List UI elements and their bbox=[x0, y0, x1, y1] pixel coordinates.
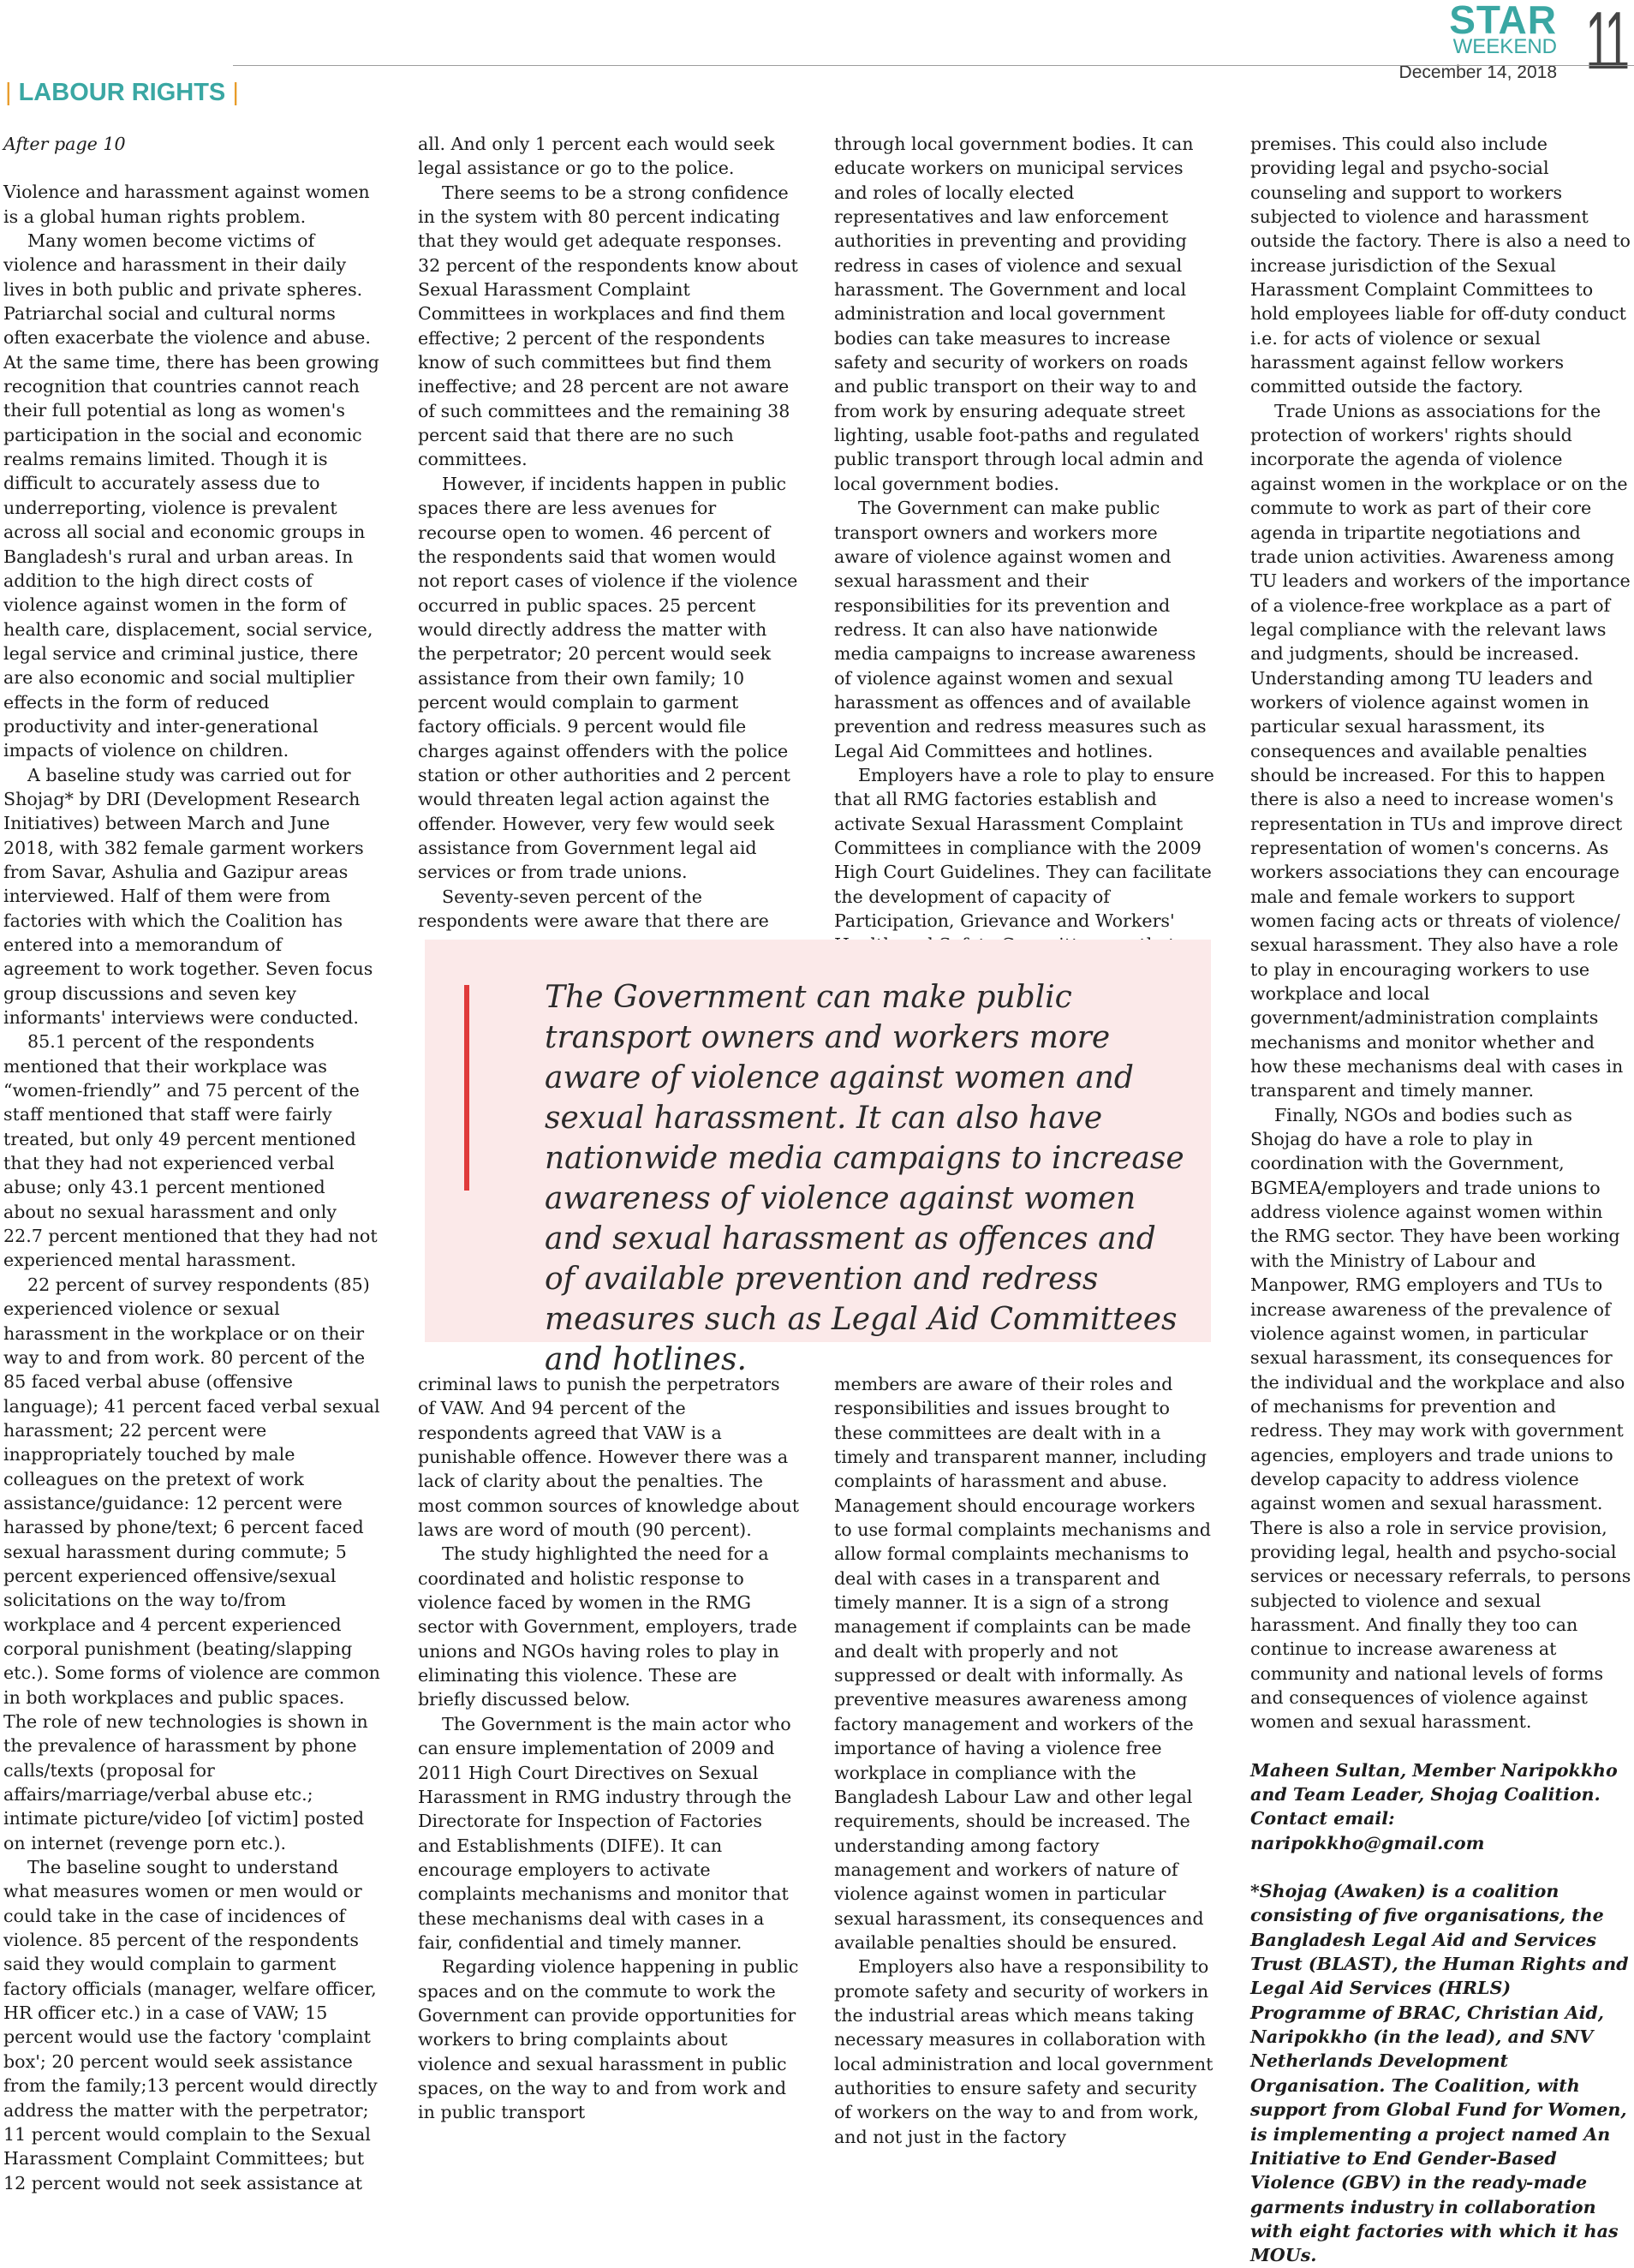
paragraph: 85.1 percent of the respondents mentioned that their workplace was “women-friendly” and 75 percent of the staff mentioned that staff were fairly treated, but only 49 percent mentioned that they had not experienced verbal abuse; only 43.1 percent mentioned about no sexual harassment and only 22.7 percent mentioned that they had not experienced mental harassment. bbox=[3, 1031, 378, 1271]
continuation-note: After page 10 bbox=[3, 134, 126, 154]
paragraph: all. And only 1 percent each would seek legal assistance or go to the police. bbox=[418, 134, 775, 179]
pull-quote-box bbox=[425, 940, 1211, 1377]
section-bar-right: | bbox=[225, 79, 239, 106]
brand-weekend-logo: WEEKEND bbox=[1452, 35, 1557, 58]
paragraph: The baseline sought to understand what measures women or men would or could take in the case of incidences of violence. 85 percent of the respondents said they would complain to garment factory officials (manager, welfare officer, HR officer etc.) in a case of VAW; 15 percent would use the factory 'complaint box'; 20 percent would seek assistance from the family;13 percent would directly address the matter with the perpetrator; 11 percent would complain to the Sexual Harassment Complaint Committees; but 12 percent would not seek assistance at bbox=[3, 1857, 378, 2193]
paragraph: Many women become victims of violence and harassment in their daily lives in both public and private spheres. Patriarchal social and cultural norms often exacerbate the violence and abuse. At the same time, there has been growing recognition that countries cannot reach their full potential as long as women's participation in the social and economic realms remains limited. Though it is difficult to accurately assess due to underreporting, violence is prevalent across all social and economic groups in Bangladesh's rural and urban areas. In addition to the high direct costs of violence against women in the form of health care, displacement, social service, legal service and criminal justice, there are also economic and social multiplier effects in the form of reduced productivity and inter-generational impacts of violence on children. bbox=[3, 230, 379, 761]
paragraph: However, if incidents happen in public spaces there are less avenues for recourse open to women. 46 percent of the respondents said that women would not report cases of violence if the violence occurred in public spaces. 25 percent would directly address the matter with the perpetrator; 20 percent would seek assistance from their own family; 10 percent would complain to garment factory officials. 9 percent would file charges against offenders with the police station or other authorities and 2 percent would threaten legal action against the offender. However, very few would seek assistance from Government legal aid services or from trade unions. bbox=[418, 473, 798, 883]
masthead-brand bbox=[1399, 2, 1557, 84]
section-title: LABOUR RIGHTS bbox=[18, 79, 226, 106]
article-column-3-top bbox=[834, 132, 1218, 958]
paragraph: Employers have a role to play to ensure that all RMG factories establish and activate Sexual Harassment Complaint Committees in compliance with the 2009 High Court Guidelines. They can facilitate the development of capacity of Participation, Grievance and Workers' bbox=[834, 764, 1214, 931]
article-column-4 bbox=[1250, 132, 1632, 2268]
paragraph: premises. This could also include providing legal and psycho-social counseling and support to workers subjected to violence and harassment outside the factory. There is also a need to increase jurisdiction of the Sexual Harassment Complaint Committees to hold employees liable for off-duty conduct i.e. for acts of violence or sexual harassment against fellow workers committed outside the factory. bbox=[1250, 134, 1631, 397]
paragraph: Seventy-seven percent of the respondents were aware that there are bbox=[418, 886, 769, 931]
paragraph: Violence and harassment against women is a global human rights problem. bbox=[3, 182, 370, 227]
article-column-2-bottom bbox=[418, 1372, 800, 2125]
author-note: Maheen Sultan, Member Naripokkho and Team Leader, Shojag Coalition. Contact email: naripokkho@gmail.com bbox=[1250, 1759, 1618, 1853]
page-number: 11 bbox=[1585, 0, 1627, 87]
paragraph: Regarding violence happening in public spaces and on the commute to work the Government can provide opportunities for workers to bring complaints about violence and sexual harassment in public spaces, on the way to and from work and in public transport bbox=[418, 1956, 799, 2123]
section-label bbox=[5, 79, 239, 107]
paragraph: There seems to be a strong confidence in the system with 80 percent indicating that they would get adequate responses. 32 percent of the respondents know about Sexual Harassment Complaint Committees in workplaces and find them effective; 2 percent of the respondents know of such committees but find them ineffective; and 28 percent are not aware of such committees and the remaining 38 percent said that there are no such committees. bbox=[418, 182, 798, 470]
brand-star-logo: STAR bbox=[1449, 0, 1557, 42]
paragraph: Trade Unions as associations for the protection of workers' rights should incorporate the agenda of violence against women in the workplace or on the commute to work as part of their core agenda in tripartite negotiations and trade union activities. Awareness among TU leaders and workers of the importance of a violence-free workplace as a part of legal compliance with the relevant laws and judgments, should be increased. Understanding among TU leaders and workers of violence against women in particular sexual harassment, its consequences and available penalties should be increased. For this to happen there is also a need to increase women's representation in TUs and improve direct representation of women's concerns. As workers associations they can encourage male and female workers to support women facing acts or threats of violence/ sexual harassment. They also have a role to play in encouraging workers to use workplace and local government/administration complaints mechanisms and monitor whether and how these mechanisms deal with cases in transparent and timely manner. bbox=[1250, 400, 1631, 1101]
paragraph: The Government can make public transport owners and workers more aware of violence against women and sexual harassment and their responsibilities for its prevention and redress. It can also have nationwide media campaigns to increase awareness of violence against women and sexual harassment as offences and of available prevention and redress measures such as Legal Aid Committees and hotlines. bbox=[834, 498, 1207, 761]
article-column-1 bbox=[3, 132, 380, 2195]
issue-date: December 14, 2018 bbox=[1398, 63, 1557, 82]
footnote: *Shojag (Awaken) is a coalition consisting of five organisations, the Bangladesh Legal Aid and Services Trust (BLAST), the Human Rights and Legal Aid Services (HRLS) Programme of BRAC, Christian Aid, Naripokkho (in the lead), and SNV Netherlands Development Organisation. The Coalition, with support from Global Fund for Women, is implementing a project named An Initiative to End Gender-Based Violence (GBV) in the ready-made garments industry in collaboration with eight factories with which it has MOUs. bbox=[1250, 1881, 1629, 2266]
paragraph: through local government bodies. It can educate workers on municipal services and roles of locally elected representatives and law enforcement authorities in preventing and providing redress in cases of violence and sexual harassment. The Government and local administration and local government bodies can take measures to increase safety and security of workers on roads and public transport on their way to and from work by ensuring adequate street lighting, usable foot-paths and regulated public transport through local admin and local government bodies. bbox=[834, 134, 1204, 494]
paragraph: The study highlighted the need for a coordinated and holistic response to violence faced by women in the RMG sector with Government, employers, trade unions and NGOs having roles to play in eliminating this violence. These are briefly discussed below. bbox=[418, 1543, 797, 1710]
paragraph: members are aware of their roles and responsibilities and issues brought to these committees are dealt with in a timely and transparent manner, including complaints of harassment and abuse. Management should encourage workers to use formal complaints mechanisms and allow formal complaints mechanisms to deal with cases in a transparent and timely manner. It is a sign of a strong management if complaints can be made and dealt with properly and not suppressed or dealt with informally. As preventive measures awareness among factory management and workers of the importance of having a violence free workplace in compliance with the Bangladesh Labour Law and other legal requirements, should be increased. The understanding among factory management and workers of nature of violence against women in particular sexual harassment, its consequences and available penalties should be ensured. bbox=[834, 1374, 1211, 1953]
paragraph: 22 percent of survey respondents (85) experienced violence or sexual harassment in the workplace or on their way to and from work. 80 percent of the 85 faced verbal abuse (offensive language); 41 percent faced verbal sexual harassment; 22 percent were inappropriately touched by male colleagues on the pretext of work assistance/guidance: 12 percent were harassed by phone/text; 6 percent faced sexual harassment during commute; 5 percent experienced offensive/sexual solicitations on the way to/from workplace and 4 percent experienced corporal punishment (beating/slapping etc.). Some forms of violence are common in both workplaces and public spaces. The role of new technologies is shown in the prevalence of harassment by phone calls/texts (proposal for affairs/marriage/verbal abuse etc.; intimate picture/video [of victim] posted on internet (revenge porn etc.). bbox=[3, 1274, 380, 1853]
paragraph: criminal laws to punish the perpetrators of VAW. And 94 percent of the respondents agreed that VAW is a punishable offence. However there was a lack of clarity about the penalties. The most common sources of knowledge about laws are word of mouth (90 percent). bbox=[418, 1374, 800, 1541]
pull-quote-accent-bar bbox=[464, 985, 469, 1191]
article-column-3-bottom bbox=[834, 1372, 1218, 2149]
pull-quote-text: The Government can make public transport owners and workers more aware of violence against women and sexual harassment. It can also have nationwide media campaigns to increase awareness of violence against women and sexual harassment as offences and of available prevention and redress measures such as Legal Aid Committees and hotlines. bbox=[545, 980, 1184, 1377]
section-bar-left: | bbox=[5, 79, 19, 106]
article-column-2-top bbox=[418, 132, 800, 933]
paragraph: Finally, NGOs and bodies such as Shojag do have a role to play in coordination with the Government, BGMEA/employers and trade unions to address violence against women within the RMG sector. They have been working with the Ministry of Labour and Manpower, RMG employers and TUs to increase awareness of the prevalence of violence against women, in particular sexual harassment, its consequences for the individual and the workplace and also of mechanisms for prevention and redress. They may work with government agencies, employers and trade unions to develop capacity to address violence against women and sexual harassment. There is also a role in service provision, providing legal, health and psycho-social services or necessary referrals, to persons subjected to violence and sexual harassment. And finally they too can continue to increase awareness at community and national levels of forms and consequences of violence against women and sexual harassment. bbox=[1250, 1104, 1631, 1733]
paragraph: The Government is the main actor who can ensure implementation of 2009 and 2011 High Court Directives on Sexual Harassment in RMG industry through the Directorate for Inspection of Factories and Establishments (DIFE). It can encourage employers to activate complaints mechanisms and monitor that these mechanisms deal with cases in a fair, confidential and timely manner. bbox=[418, 1713, 792, 1953]
header-divider bbox=[233, 65, 1634, 66]
paragraph: A baseline study was carried out for Shojag* by DRI (Development Research Initiatives) between March and June 2018, with 382 female garment workers from Savar, Ashulia and Gazipur areas interviewed. Half of them were from factories with which the Coalition has entered into a memorandum of agreement to work together. Seven focus group discussions and seven key informants' interviews were conducted. bbox=[3, 764, 373, 1029]
paragraph: Employers also have a responsibility to promote safety and security of workers in the industrial areas which means taking necessary measures in collaboration with local administration and local government authorities to ensure safety and security of workers on the way to and from work, and not just in the factory bbox=[834, 1956, 1214, 2147]
